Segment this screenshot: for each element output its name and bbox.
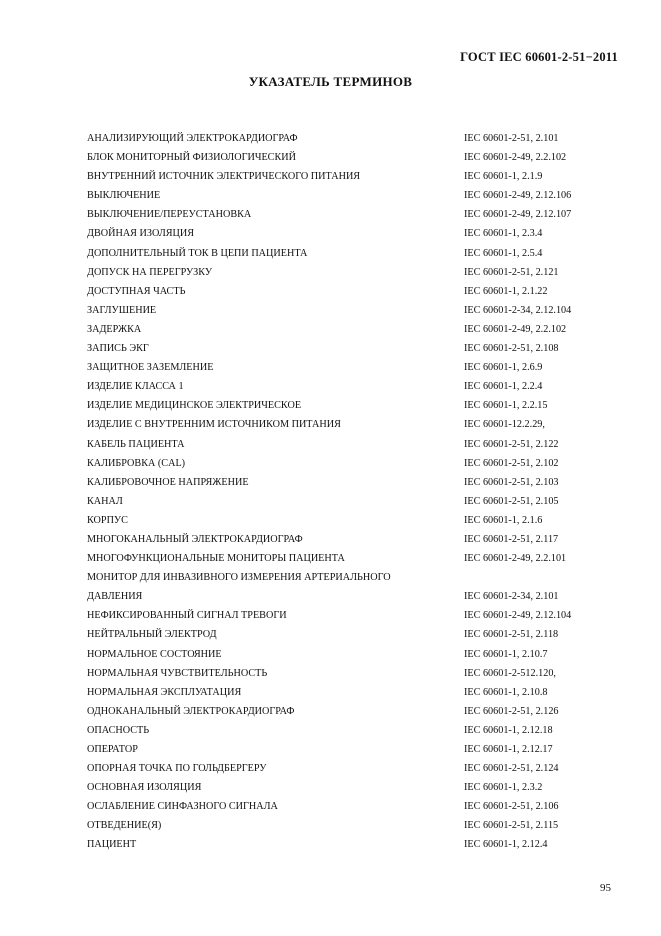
term-label: ЗАДЕРЖКА xyxy=(87,323,142,335)
term-label: НОРМАЛЬНАЯ ЭКСПЛУАТАЦИЯ xyxy=(87,686,242,698)
term-reference: IEC 60601-2-51, 2.126 xyxy=(464,705,559,717)
term-reference: IEC 60601-2-51, 2.106 xyxy=(464,801,559,813)
index-row xyxy=(87,606,607,625)
term-label: ДОСТУПНАЯ ЧАСТЬ xyxy=(87,285,186,297)
index-row xyxy=(87,721,607,740)
term-label: ЗАГЛУШЕНИЕ xyxy=(87,304,157,316)
term-reference: IEC 60601-2-49, 2.2.102 xyxy=(464,323,567,335)
term-label: ВЫКЛЮЧЕНИЕ/ПЕРЕУСТАНОВКА xyxy=(87,209,252,221)
term-label: ОСЛАБЛЕНИЕ СИНФАЗНОГО СИГНАЛА xyxy=(87,801,278,813)
term-reference: IEC 60601-12.2.29, xyxy=(464,419,545,431)
term-label: ДВОЙНАЯ ИЗОЛЯЦИЯ xyxy=(87,228,195,240)
index-row xyxy=(87,415,607,434)
term-reference: IEC 60601-1, 2.5.4 xyxy=(464,247,543,259)
index-row xyxy=(87,282,607,301)
index-row xyxy=(87,205,607,224)
term-reference: IEC 60601-1, 2.10.8 xyxy=(464,686,548,698)
term-label: КОРПУС xyxy=(87,514,128,526)
index-row xyxy=(87,568,607,587)
term-reference: IEC 60601-2-34, 2.12.104 xyxy=(464,304,572,316)
term-label: ИЗДЕЛИЕ С ВНУТРЕННИМ ИСТОЧНИКОМ ПИТАНИЯ xyxy=(87,419,341,431)
index-row xyxy=(87,301,607,320)
term-reference: IEC 60601-1, 2.1.9 xyxy=(464,171,543,183)
term-label: КАНАЛ xyxy=(87,495,123,507)
term-label: ЗАЩИТНОЕ ЗАЗЕМЛЕНИЕ xyxy=(87,362,214,374)
term-reference: IEC 60601-2-51, 2.124 xyxy=(464,763,559,775)
index-row xyxy=(87,702,607,721)
index-row xyxy=(87,224,607,243)
term-reference: IEC 60601-2-51, 2.118 xyxy=(464,629,559,641)
index-row xyxy=(87,625,607,644)
term-label: БЛОК МОНИТОРНЫЙ ФИЗИОЛОГИЧЕСКИЙ xyxy=(87,152,296,164)
page-number: 95 xyxy=(600,882,611,894)
term-label: КАЛИБРОВКА (CAL) xyxy=(87,457,186,469)
term-label: ВЫКЛЮЧЕНИЕ xyxy=(87,190,161,202)
term-label: МОНИТОР ДЛЯ ИНВАЗИВНОГО ИЗМЕРЕНИЯ АРТЕРИАЛЬНОГО xyxy=(87,572,391,584)
index-row xyxy=(87,396,607,415)
term-reference: IEC 60601-1, 2.3.2 xyxy=(464,782,543,794)
term-reference: IEC 60601-2-34, 2.101 xyxy=(464,591,559,603)
term-reference: IEC 60601-2-51, 2.122 xyxy=(464,438,559,450)
index-row xyxy=(87,186,607,205)
term-reference: IEC 60601-2-49, 2.2.101 xyxy=(464,553,567,565)
index-row xyxy=(87,587,607,606)
term-label: ДОПОЛНИТЕЛЬНЫЙ ТОК В ЦЕПИ ПАЦИЕНТА xyxy=(87,247,308,259)
index-row xyxy=(87,835,607,854)
term-reference: IEC 60601-2-49, 2.12.104 xyxy=(464,610,572,622)
index-row xyxy=(87,454,607,473)
term-label: НОРМАЛЬНОЕ СОСТОЯНИЕ xyxy=(87,648,222,660)
index-row xyxy=(87,339,607,358)
term-reference: IEC 60601-1, 2.2.15 xyxy=(464,400,548,412)
term-index xyxy=(87,129,607,855)
term-label: ДАВЛЕНИЯ xyxy=(87,591,143,603)
page-title: УКАЗАТЕЛЬ ТЕРМИНОВ xyxy=(248,74,413,89)
term-label: ОПОРНАЯ ТОЧКА ПО ГОЛЬДБЕРГЕРУ xyxy=(87,763,267,775)
term-reference: IEC 60601-2-51, 2.101 xyxy=(464,133,559,144)
term-reference: IEC 60601-1, 2.6.9 xyxy=(464,362,543,374)
term-reference: IEC 60601-2-51, 2.115 xyxy=(464,820,559,832)
term-label: МНОГОКАНАЛЬНЫЙ ЭЛЕКТРОКАРДИОГРАФ xyxy=(87,533,303,545)
term-label: ОТВЕДЕНИЕ(Я) xyxy=(87,820,162,832)
term-label: КАБЕЛЬ ПАЦИЕНТА xyxy=(87,438,185,450)
term-label: АНАЛИЗИРУЮЩИЙ ЭЛЕКТРОКАРДИОГРАФ xyxy=(87,133,298,144)
term-label: ИЗДЕЛИЕ МЕДИЦИНСКОЕ ЭЛЕКТРИЧЕСКОЕ xyxy=(87,400,302,412)
term-label: НЕЙТРАЛЬНЫЙ ЭЛЕКТРОД xyxy=(87,629,217,641)
term-label: ОСНОВНАЯ ИЗОЛЯЦИЯ xyxy=(87,782,202,794)
term-reference: IEC 60601-1, 2.2.4 xyxy=(464,381,543,393)
index-row xyxy=(87,645,607,664)
document-header: ГОСТ IEC 60601-2-51−2011 xyxy=(460,50,618,64)
index-row xyxy=(87,377,607,396)
term-reference: IEC 60601-2-49, 2.12.106 xyxy=(464,190,572,202)
index-row xyxy=(87,816,607,835)
term-label: ПАЦИЕНТ xyxy=(87,839,137,851)
term-reference: IEC 60601-1, 2.12.4 xyxy=(464,839,548,851)
term-reference: IEC 60601-2-51, 2.103 xyxy=(464,476,559,488)
term-reference: IEC 60601-2-51, 2.105 xyxy=(464,495,559,507)
index-row xyxy=(87,759,607,778)
index-row xyxy=(87,358,607,377)
index-row xyxy=(87,511,607,530)
index-row xyxy=(87,740,607,759)
index-row xyxy=(87,778,607,797)
index-row xyxy=(87,664,607,683)
term-label: МНОГОФУНКЦИОНАЛЬНЫЕ МОНИТОРЫ ПАЦИЕНТА xyxy=(87,553,345,565)
term-reference: IEC 60601-2-512.120, xyxy=(464,667,556,679)
term-reference: IEC 60601-2-51, 2.108 xyxy=(464,343,559,355)
term-label: ЗАПИСЬ ЭКГ xyxy=(87,343,149,355)
term-label: ДОПУСК НА ПЕРЕГРУЗКУ xyxy=(87,266,213,278)
index-row xyxy=(87,683,607,702)
index-row xyxy=(87,263,607,282)
term-reference: IEC 60601-1, 2.1.6 xyxy=(464,514,543,526)
index-row xyxy=(87,797,607,816)
index-row xyxy=(87,167,607,186)
index-row xyxy=(87,129,607,148)
term-reference: IEC 60601-2-51, 2.117 xyxy=(464,533,559,545)
index-row xyxy=(87,530,607,549)
term-reference: IEC 60601-1, 2.3.4 xyxy=(464,228,543,240)
term-label: ВНУТРЕННИЙ ИСТОЧНИК ЭЛЕКТРИЧЕСКОГО ПИТАНИЯ xyxy=(87,171,361,183)
term-label: ОПАСНОСТЬ xyxy=(87,724,150,736)
index-row xyxy=(87,549,607,568)
index-row xyxy=(87,320,607,339)
index-row xyxy=(87,148,607,167)
index-row xyxy=(87,244,607,263)
term-label: ИЗДЕЛИЕ КЛАССА 1 xyxy=(87,381,184,393)
index-row xyxy=(87,473,607,492)
term-reference: IEC 60601-1, 2.10.7 xyxy=(464,648,548,660)
term-reference: IEC 60601-2-51, 2.102 xyxy=(464,457,559,469)
index-row xyxy=(87,492,607,511)
term-label: НЕФИКСИРОВАННЫЙ СИГНАЛ ТРЕВОГИ xyxy=(87,610,287,622)
term-reference: IEC 60601-1, 2.12.18 xyxy=(464,724,553,736)
term-label: КАЛИБРОВОЧНОЕ НАПРЯЖЕНИЕ xyxy=(87,476,249,488)
term-label: ОПЕРАТОР xyxy=(87,744,138,755)
term-reference: IEC 60601-2-49, 2.12.107 xyxy=(464,209,572,221)
term-label: НОРМАЛЬНАЯ ЧУВСТВИТЕЛЬНОСТЬ xyxy=(87,667,268,679)
term-reference: IEC 60601-2-51, 2.121 xyxy=(464,266,559,278)
term-label: ОДНОКАНАЛЬНЫЙ ЭЛЕКТРОКАРДИОГРАФ xyxy=(87,705,295,717)
term-reference: IEC 60601-1, 2.12.17 xyxy=(464,744,553,755)
term-reference: IEC 60601-1, 2.1.22 xyxy=(464,285,548,297)
term-reference: IEC 60601-2-49, 2.2.102 xyxy=(464,152,567,164)
index-row xyxy=(87,435,607,454)
